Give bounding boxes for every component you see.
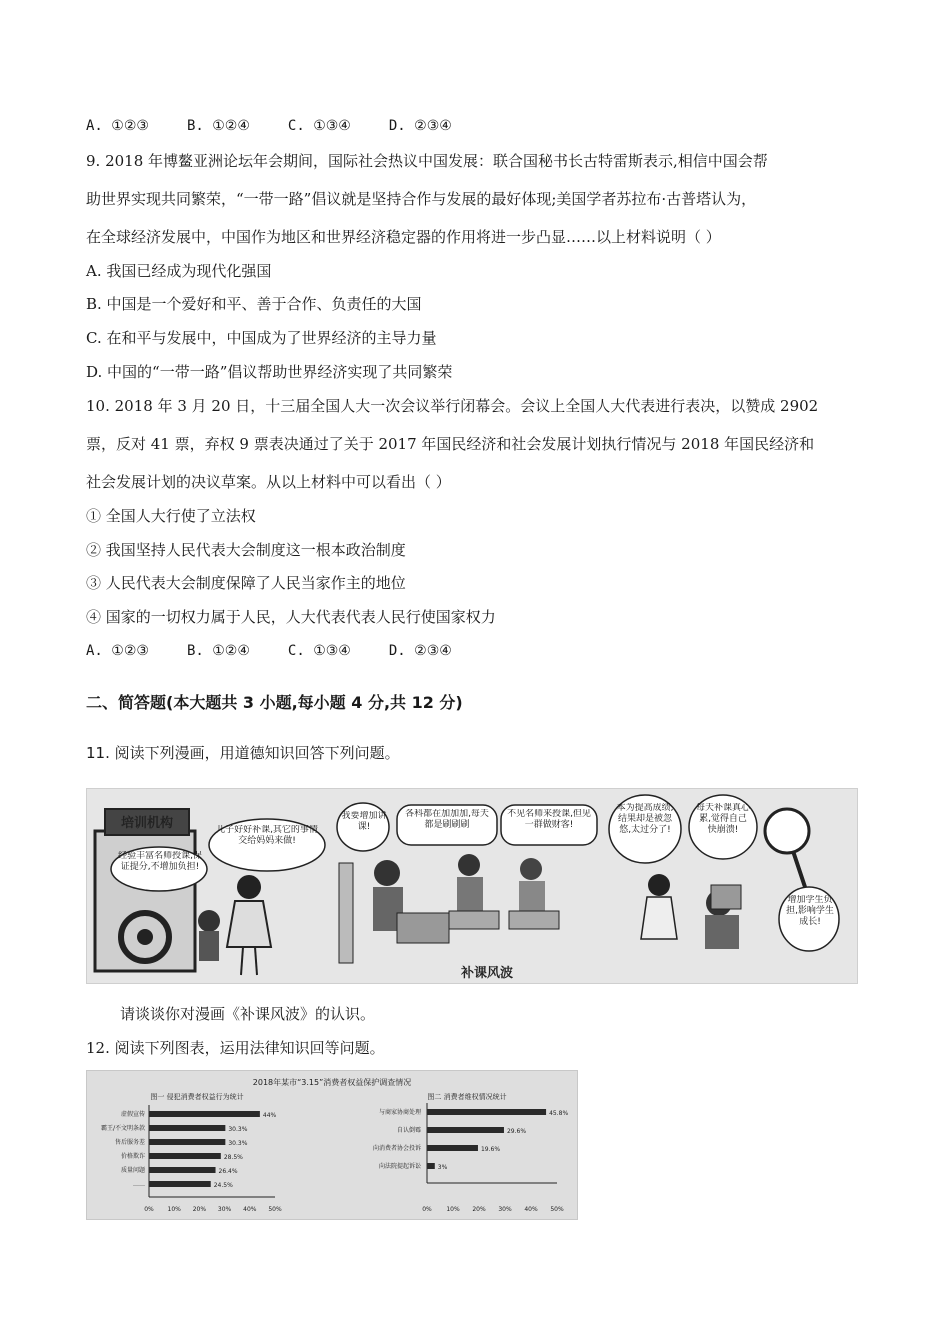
chart2-bar <box>427 1127 504 1133</box>
chart2-bar <box>427 1145 478 1151</box>
chart2-tick-label: 50% <box>550 1206 564 1213</box>
bubble-4-text: 各科都在加加加,每天都是刷刷刷 <box>405 809 489 830</box>
bubble-7-text: 每天补课真心累,觉得自己快崩溃! <box>695 803 750 835</box>
bubble-2-text: 儿子好好补课,其它的事情交给妈妈来做! <box>216 825 318 846</box>
chart2-tick-label: 40% <box>524 1206 538 1213</box>
q11-prompt: 请谈谈你对漫画《补课风波》的认识。 <box>120 1005 376 1023</box>
section-title: 二、简答题(本大题共 3 小题,每小题 4 分,共 12 分) <box>86 693 463 712</box>
chart1-bar <box>149 1125 225 1131</box>
q10-options <box>86 641 490 661</box>
q11-title: 11. 阅读下列漫画，用道德知识回答下列问题。 <box>86 744 400 762</box>
speech-bubble-5 <box>501 805 597 845</box>
q10-item-4: ④ 国家的一切权力属于人民，人大代表代表人民行使国家权力 <box>86 608 496 626</box>
stamp-figure <box>765 809 809 893</box>
speech-bubble-3 <box>337 803 389 851</box>
chart1-category-label: …… <box>133 1181 145 1188</box>
chart1-category-label: 霸王/不文明条款 <box>100 1125 145 1132</box>
teacher-figure <box>339 860 449 963</box>
comic-sign: 培训机构 <box>120 816 174 831</box>
boy-figure <box>198 910 220 961</box>
q10-option-d: D. ②③④ <box>388 643 452 659</box>
chart2-category-label: 自认倒霉 <box>396 1127 421 1134</box>
q10-stem-line1: 10. 2018 年 3 月 20 日，十三届全国人大一次会议举行闭幕会。会议上全国人大代表进行表决，以赞成 2902 <box>86 397 819 415</box>
bubble-1-text: 经验丰富名师授课,保证提分,不增加负担! <box>118 851 202 872</box>
chart1-value-label: 30.3% <box>228 1140 248 1147</box>
chart1-value-label: 28.5% <box>223 1154 243 1161</box>
chart2-category-label: 向法院提起诉讼 <box>378 1163 421 1170</box>
q12-title: 12. 阅读下列图表，运用法律知识回等问题。 <box>86 1039 385 1057</box>
q10-stem-line3: 社会发展计划的决议草案。从以上材料中可以看出（ ） <box>86 473 451 491</box>
q8-option-b: B. ①②④ <box>186 118 250 134</box>
tired-student-figure <box>705 885 741 949</box>
q8-option-d: D. ②③④ <box>388 118 452 134</box>
girl-figure <box>641 874 677 939</box>
students-figures <box>449 854 559 929</box>
chart1-value-label: 24.5% <box>213 1182 233 1189</box>
chart1-tick-label: 40% <box>243 1206 257 1213</box>
bubble-3-text: 我要增加讲课! <box>341 811 387 832</box>
q9-stem-line3: 在全球经济发展中，中国作为地区和世界经济稳定器的作用将进一步凸显……以上材料说明（ ） <box>86 228 721 246</box>
q10-stem-line2: 票，反对 41 票，弃权 9 票表决通过了关于 2017 年国民经济和社会发展计划执行情况与 2018 年国民经济和 <box>86 435 815 453</box>
q8-option-a: A. ①②③ <box>86 118 149 134</box>
chart1-tick-label: 20% <box>192 1206 207 1213</box>
chart1-category-label: 价格欺诈 <box>120 1153 145 1160</box>
q9-option-a: A. 我国已经成为现代化强国 <box>86 262 272 280</box>
chart1-tick-label: 0% <box>144 1206 154 1213</box>
chart1-bar <box>149 1111 260 1117</box>
bubble-6-text: 本为提高成绩,结果却是被忽悠,太过分了! <box>616 803 674 835</box>
chart1-tick-label: 10% <box>167 1206 181 1213</box>
chart1-bar <box>149 1181 211 1187</box>
chart1-tick-label: 50% <box>268 1206 282 1213</box>
q9-option-b: B. 中国是一个爱好和平、善于合作、负责任的大国 <box>86 295 422 313</box>
chart-header: 2018年某市“3.15”消费者权益保护调查情况 <box>252 1078 412 1087</box>
q10-item-1: ① 全国人大行使了立法权 <box>86 507 256 525</box>
chart2 <box>373 1103 568 1213</box>
speech-bubble-1 <box>111 847 207 891</box>
q9-option-c: C. 在和平与发展中，中国成为了世界经济的主导力量 <box>86 329 437 347</box>
comic-caption: 补课风波 <box>460 966 514 981</box>
chart2-value-label: 45.8% <box>549 1110 569 1117</box>
chart2-tick-label: 0% <box>422 1206 432 1213</box>
speech-bubble-4 <box>397 805 497 845</box>
q9-stem-line2: 助世界实现共同繁荣，“一带一路”倡议就是坚持合作与发展的最好体现;美国学者苏拉布·古普塔认为， <box>86 190 757 208</box>
speech-bubble-6 <box>609 795 681 863</box>
bubble-8-text: 增加学生负担,影响学生成长! <box>786 895 834 927</box>
comic-image <box>86 788 858 984</box>
chart1-value-label: 44% <box>262 1112 277 1119</box>
chart2-category-label: 向消费者协会投诉 <box>372 1145 421 1152</box>
chart1 <box>101 1105 282 1213</box>
chart2-tick-label: 30% <box>498 1206 512 1213</box>
speech-bubble-8 <box>779 887 839 951</box>
chart2-bar <box>427 1163 435 1169</box>
chart2-category-label: 与商家协商处理 <box>378 1109 421 1116</box>
chart1-bar <box>149 1139 225 1145</box>
chart1-bar <box>149 1153 221 1159</box>
q10-item-2: ② 我国坚持人民代表大会制度这一根本政治制度 <box>86 541 406 559</box>
chart1-tick-label: 30% <box>217 1206 232 1213</box>
chart1-value-label: 30.3% <box>228 1126 248 1133</box>
chart1-category-label: 售后服务差 <box>114 1139 145 1146</box>
chart1-value-label: 26.4% <box>218 1168 238 1175</box>
q9-option-d: D. 中国的“一带一路”倡议帮助世界经济实现了共同繁荣 <box>86 363 453 381</box>
mother-figure <box>227 875 271 975</box>
bubble-5-text: 不见名师来授课,但见一群做财客! <box>507 809 591 830</box>
chart2-value-label: 3% <box>437 1164 448 1171</box>
chart1-category-label: 虚假宣传 <box>120 1111 145 1118</box>
q10-option-c: C. ①③④ <box>287 643 351 659</box>
survey-chart-image <box>86 1070 578 1220</box>
chart2-tick-label: 10% <box>446 1206 460 1213</box>
chart2-value-label: 19.6% <box>480 1146 501 1153</box>
chart2-title: 图二 消费者维权情况统计 <box>427 1093 507 1101</box>
chart1-title: 图一 侵犯消费者权益行为统计 <box>150 1093 244 1101</box>
speech-bubble-7 <box>689 795 757 859</box>
q9-stem-line1: 9. 2018 年博鳌亚洲论坛年会期间，国际社会热议中国发展：联合国秘书长古特雷斯表示,相信中国会帮 <box>86 152 768 170</box>
q10-item-3: ③ 人民代表大会制度保障了人民当家作主的地位 <box>86 574 406 592</box>
speech-bubble-2 <box>209 819 325 871</box>
chart1-category-label: 质量问题 <box>120 1167 145 1174</box>
q10-option-b: B. ①②④ <box>186 643 250 659</box>
q8-option-c: C. ①③④ <box>287 118 351 134</box>
chart1-bar <box>149 1167 216 1173</box>
chart2-bar <box>427 1109 546 1115</box>
q10-option-a: A. ①②③ <box>86 643 149 659</box>
chart2-tick-label: 20% <box>472 1206 486 1213</box>
q8-options <box>86 116 490 136</box>
chart2-value-label: 29.6% <box>506 1128 527 1135</box>
